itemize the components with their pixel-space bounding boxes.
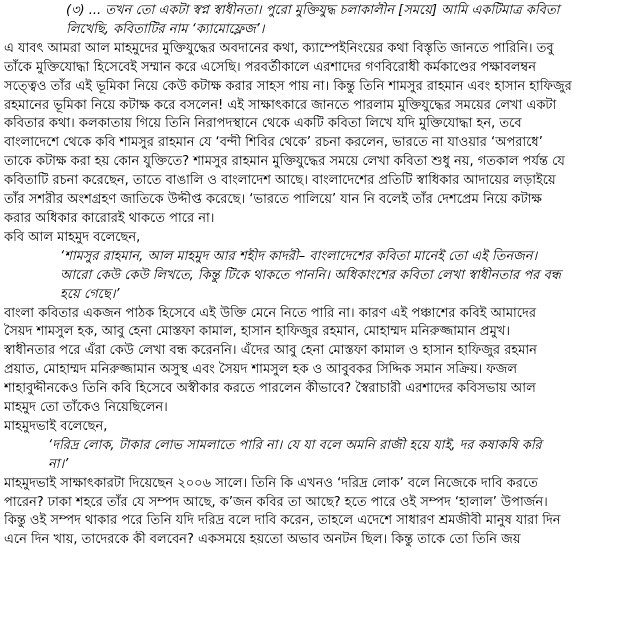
text-line: এনে দিন খায়, তাদেরকে কী বলবেন? একসময়ে হয়তো অভাব অনটন ছিল। কিন্তু তাকে তো তিনি জয় <box>4 532 521 548</box>
text-line: মাহমুদ তো তাঁকেও নিয়েছিলেন। <box>4 400 168 416</box>
text-line: মাহমুদভাই বলেছেন, <box>4 418 108 434</box>
text-line: তাঁর সশরীর অংশগ্রহণ জাতিকে উদ্দীপ্ত করেছে। ‘ভারতে পালিয়ে’ যান নি বলেই তাঁর দেশপ্রেম নিয়ে কটাক্ষ <box>4 192 542 208</box>
quote-line: হয়ে গেছে।’ <box>60 286 120 302</box>
quote-line: না।’ <box>48 456 69 472</box>
text-line: সৈয়দ শামসুল হক, আবু হেনা মোস্তফা কামাল, হাসান হাফিজুর রহমান, মোহাম্মদ মনিরুজ্জামান প্রমুখ। <box>4 324 510 340</box>
text-line: শাহাবুদ্দীনকেও তিনি কবি হিসেবে অস্বীকার করতে পারলেন কীভাবে? স্বৈরাচারী এরশাদের কবিসভায় আল <box>4 381 536 397</box>
text-line: এ যাবৎ আমরা আল মাহমুদের মুক্তিযুদ্ধের অবদানের কথা, ক্যাম্পেইনিংয়ের কথা বিস্তৃতি জানতে পারিনি। তবু <box>4 40 554 56</box>
text-line: সত্ত্বেও তাঁর এই ভূমিকা নিয়ে কেউ কটাক্ষ করার সাহস পায় না। কিন্তু তিনি শামসুর রাহমান এবং হাসান হাফিজুর <box>4 78 572 94</box>
text-line: রহমানের ভূমিকা নিয়ে কটাক্ষ করে বসলেন! এই সাক্ষাৎকারে জানতে পারলাম মুক্তিযুদ্ধের সময়ের লেখা একটা <box>4 97 557 113</box>
text-line: পারেন? ঢাকা শহরে তাঁর যে সম্পদ আছে, ক’জন কবির তা আছে? হতে পারে ওই সম্পদ ‘হালাল’ উপার্জন। <box>4 494 548 510</box>
text-line: স্বাধীনতার পরে এঁরা কেউ লেখা বন্ধ করেননি। এঁদের আবু হেনা মোস্তফা কামাল ও হাসান হাফিজুর রহমান <box>4 343 537 359</box>
text-line: করার অধিকার কারোরই থাকতে পারে না। <box>4 210 215 226</box>
quote-line: আরো কেউ কেউ লিখতে, কিন্তু টিকে থাকতে পাননি। অধিকাংশের কবিতা লেখা স্বাধীনতার পর বন্ধ <box>60 267 561 283</box>
quote-line: ‘দরিদ্র লোক, টাকার লোভ সামলাতে পারি না। যে যা বলে অমনি রাজী হয়ে যাই, দর কষাকষি করি <box>48 437 542 453</box>
quote-line: (৩) ... তখন তো একটা স্বপ্ন স্বাধীনতা। পুরো মুক্তিযুদ্ধ চলাকালীন [সময়ে] আমি একটিমাত্র কবিতা <box>66 3 560 18</box>
text-line: কিন্তু ওই সম্পদ থাকার পরে তিনি যদি দরিদ্র বলে দাবি করেন, তাহলে এদেশে সাধারণ শ্রমজীবী মানুষ যারা দিন <box>4 513 561 529</box>
text-line: বাংলাদেশে থেকে কবি শামসুর রাহমান যে ‘বন্দী শিবির থেকে’ রচনা করলেন, ভারতে না যাওয়ার ‘অপরাধে’ <box>4 135 543 151</box>
text-line: কবি আল মাহমুদ বলেছেন, <box>4 229 141 245</box>
quote-line: ‘শামসুর রাহমান, আল মাহমুদ আর শহীদ কাদরী– বাংলাদেশের কবিতা মানেই তো এই তিনজন। <box>60 248 538 264</box>
quote-line: লিখেছি, কবিতাটির নাম ‘ক্যামোফ্লেজ’। <box>66 21 265 37</box>
text-line: কবিতার কথা। কলকাতায় গিয়ে তিনি নিরাপদস্থানে থেকে একটি কবিতা লিখে যদি মুক্তিযোদ্ধা হন, তবে <box>4 116 522 132</box>
text-line: তাকে কটাক্ষ করা হয় কোন যুক্তিতে? শামসুর রাহমান মুক্তিযুদ্ধের সময়ে লেখা কবিতা শুধু নয়, গতকাল পর্যন্ত যে <box>4 154 565 170</box>
text-line: তাঁকে মুক্তিযোদ্ধা হিসেবেই সম্মান করে এসেছি। পরবর্তীকালে এরশাদের গণবিরোধী কর্মকাণ্ডের পক্ষাবলম্বন <box>4 59 536 75</box>
text-line: প্রয়াত, মোহাম্মদ মনিরুজ্জামান অসুস্থ এবং সৈয়দ শামসুল হক ও আবুবকর সিদ্দিক সমান সক্রিয়। ফজল <box>4 362 518 378</box>
text-line: বাংলা কবিতার একজন পাঠক হিসেবে এই উক্তি মেনে নিতে পারি না। কারণ এই পঞ্চাশের কবিই আমাদের <box>4 305 537 321</box>
text-line: কবিতাটি রচনা করেছেন, তাতে বাঙালি ও বাংলাদেশ আছে। বাংলাদেশের প্রতিটি স্বাধিকার আদায়ের লড়াইয়ে <box>4 173 556 189</box>
text-line: মাহমুদভাই সাক্ষাৎকারটা দিয়েছেন ২০০৬ সালে। তিনি কি এখনও ‘দরিদ্র লোক’ বলে নিজেকে দাবি করতে <box>4 475 538 491</box>
